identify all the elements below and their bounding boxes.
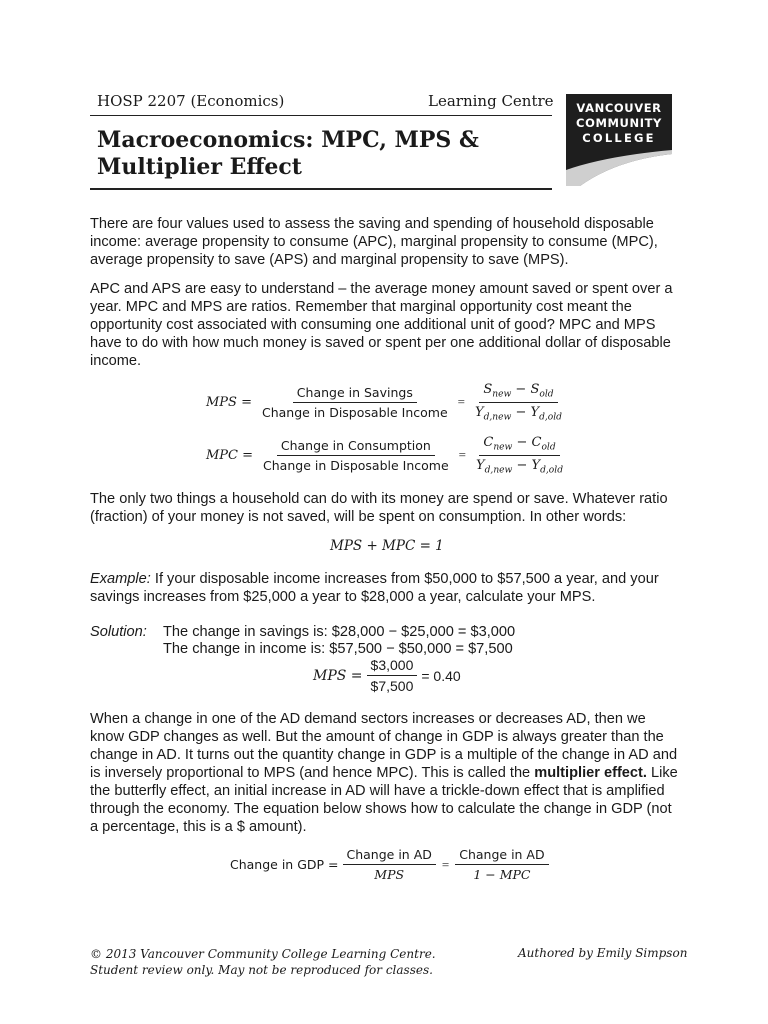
- paragraph-example: [90, 570, 680, 606]
- page-title: [97, 127, 547, 181]
- equals-sign: =: [458, 447, 467, 463]
- solution-fraction: [367, 657, 418, 694]
- solution-line-savings: The change in savings is: $28,000 − $25,000 = $3,000: [163, 624, 516, 640]
- course-label: HOSP 2207 (Economics): [97, 92, 285, 110]
- solution-denominator: $7,500: [370, 678, 414, 694]
- example-label: Example:: [90, 571, 151, 587]
- mps-denominator: Change in Disposable Income: [262, 404, 448, 420]
- mps-lhs: MPS =: [206, 394, 252, 410]
- mpc-lhs: MPC =: [206, 447, 254, 463]
- logo-text-1: VANCOUVER: [576, 101, 662, 115]
- gdp-fraction-mps: [343, 847, 436, 882]
- header-rule: [90, 115, 552, 116]
- gdp-denominator-2: 1 − MPC: [473, 867, 531, 882]
- footer-copyright-line-2: Student review only. May not be reproduced for classes.: [90, 963, 433, 977]
- mpc-denominator: Change in Disposable Income: [263, 457, 449, 473]
- mps-mpc-sum-equation: MPS + MPC = 1: [330, 538, 444, 554]
- paragraph-spend-save: The only two things a household can do with its money are spend or save. Whatever ratio (fraction) of your money is not saved, will be spent on consumption. In other words:: [90, 491, 668, 525]
- title-line-1: Macroeconomics: MPC, MPS &: [97, 127, 479, 153]
- title-line-2: Multiplier Effect: [97, 154, 302, 180]
- learning-centre-label: Learning Centre: [428, 92, 554, 110]
- paragraph-apc-aps: APC and APS are easy to understand – the average money amount saved or spent over a year. MPC and MPS are ratios. Remember that marginal opportunity cost meant the opportunity cost associated with consuming one additional unit of good? MPC and MPS have to do with how much money is saved or spent per one additional dollar of disposable income.: [90, 281, 673, 369]
- vcc-logo: [566, 94, 672, 186]
- footer-author: Authored by Emily Simpson: [518, 946, 688, 960]
- mps-equation: [206, 382, 566, 422]
- gdp-numerator-2: Change in AD: [455, 847, 548, 865]
- equals-sign: =: [441, 856, 450, 872]
- mpc-fraction: [259, 438, 453, 473]
- mpc-equation: [206, 435, 567, 475]
- multiplier-text-b: Like the butterfly effect, an initial increase in AD will have a trickle-down effect that is amplified through the economy. The equation below shows how to calculate the change in GDP (not a percentage, this is a $ amount).: [90, 765, 678, 835]
- footer-copyright: [90, 946, 436, 978]
- mps-symbolic-fraction: $\frac{S_{new} - S_{old}}{Y_{d,new} - Y_{d,old}}$: [474, 382, 562, 423]
- gdp-fraction-mpc: [455, 847, 548, 882]
- equals-sign: =: [457, 394, 465, 410]
- solution-line-income: The change in income is: $57,500 − $50,000 = $7,500: [163, 641, 513, 657]
- paragraph-intro: There are four values used to assess the saving and spending of household disposable income: average propensity to consume (APC), marginal propensity to consume (MPC), average propensity to save (APS) and marginal propensity to save (MPS).: [90, 216, 658, 268]
- solution-equation: [313, 657, 461, 694]
- multiplier-bold: multiplier effect.: [534, 765, 647, 781]
- solution-result: = 0.40: [421, 667, 461, 684]
- multiplier-text-a: When a change in one of the AD demand sectors increases or decreases AD, then we know GDP changes as well. But the amount of change in GDP is always greater than the change in AD. It turns out the quantity change in GDP is a multiple of the change in AD and is inversely proportional to MPS (and hence MPC). This is called the: [90, 711, 678, 781]
- footer-copyright-line-1: © 2013 Vancouver Community College Learning Centre.: [90, 947, 436, 961]
- solution-lhs: MPS =: [313, 667, 363, 684]
- solution-numerator: $3,000: [367, 657, 418, 676]
- gdp-equation: [230, 847, 549, 882]
- mpc-numerator: Change in Consumption: [277, 438, 435, 456]
- gdp-denominator-1: MPS: [374, 867, 405, 882]
- example-text: If your disposable income increases from $50,000 to $57,500 a year, and your savings increases from $25,000 a year to $28,000 a year, calculate your MPS.: [90, 571, 659, 605]
- logo-text-3: COLLEGE: [582, 131, 656, 145]
- paragraph-multiplier: [90, 710, 680, 836]
- mpc-symbolic-fraction: $\frac{C_{new} - C_{old}}{Y_{d,new} - Y_{d,old}}$: [476, 435, 564, 476]
- logo-text-2: COMMUNITY: [576, 116, 662, 130]
- mps-numerator: Change in Savings: [293, 385, 417, 403]
- title-rule: [90, 188, 552, 190]
- solution-label: Solution:: [90, 624, 147, 640]
- mps-fraction: [258, 385, 452, 420]
- gdp-lhs: Change in GDP =: [230, 857, 339, 872]
- gdp-numerator-1: Change in AD: [343, 847, 436, 865]
